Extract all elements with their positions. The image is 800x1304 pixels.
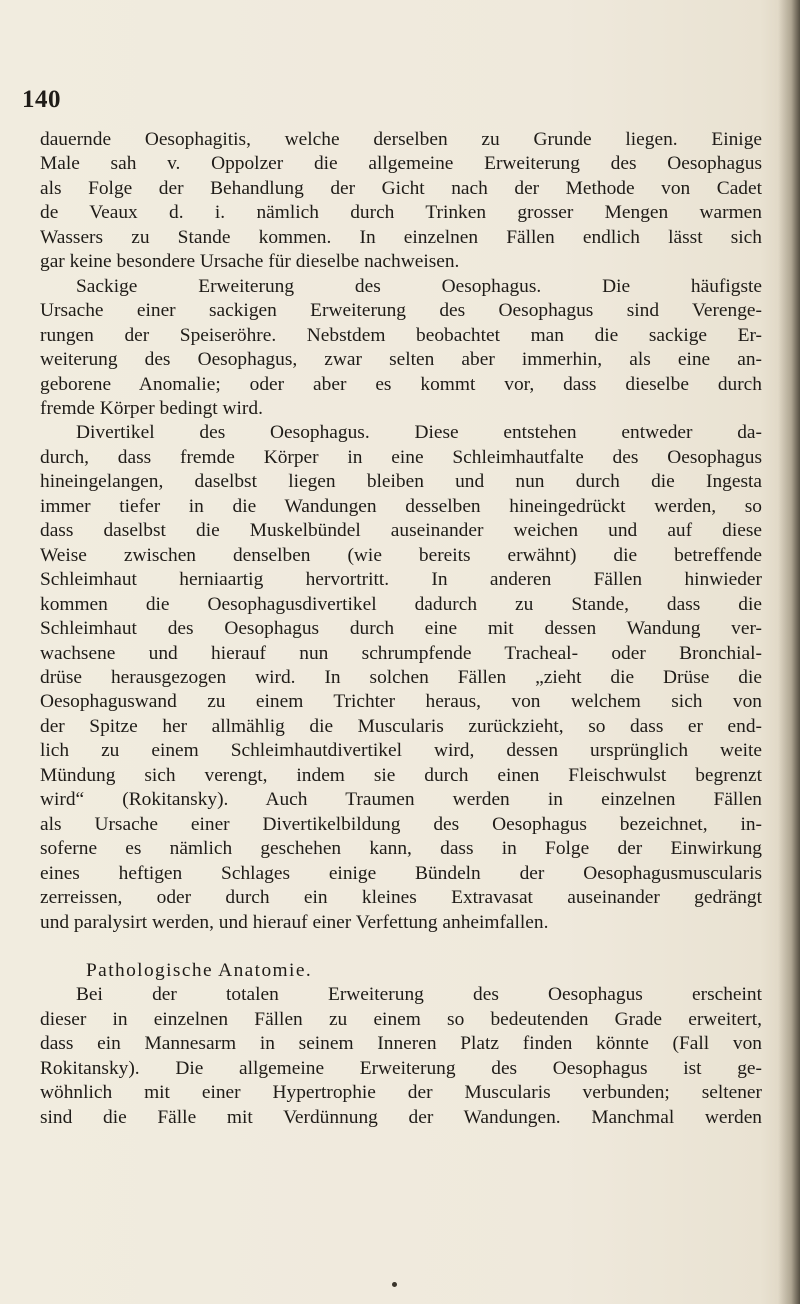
text-line: Rokitansky). Die allgemeine Erweiterung des Oesophagus ist ge- [40, 1057, 762, 1079]
paragraph-pathologische-anatomie [40, 983, 762, 1130]
text-line: immer tiefer in die Wandungen desselben hineingedrückt werden, so [40, 495, 762, 517]
text-line: der Spitze her allmählig die Muscularis zurückzieht, so dass er end- [40, 715, 762, 737]
text-line: lich zu einem Schleimhautdivertikel wird, dessen ursprünglich weite [40, 740, 762, 762]
text-line: wird“ (Rokitansky). Auch Traumen werden in einzelnen Fällen [40, 789, 762, 811]
paragraph-sackige-erweiterung [40, 275, 762, 422]
paragraph-cause-list [40, 128, 762, 275]
text-line: zerreissen, oder durch ein kleines Extravasat auseinander gedrängt [40, 887, 762, 909]
text-line: durch, dass fremde Körper in eine Schleimhautfalte des Oesophagus [40, 446, 762, 468]
text-line: als Ursache einer Divertikelbildung des Oesophagus bezeichnet, in- [40, 813, 762, 835]
text-line: eines heftigen Schlages einige Bündeln der Oesophagusmuscularis [40, 862, 762, 884]
text-line: hineingelangen, daselbst liegen bleiben und nun durch die Ingesta [40, 471, 762, 493]
text-line: dieser in einzelnen Fällen zu einem so bedeutenden Grade erweitert, [40, 1008, 762, 1030]
text-line: Schleimhaut des Oesophagus durch eine mit dessen Wandung ver- [40, 618, 762, 640]
text-line: Male sah v. Oppolzer die allgemeine Erweiterung des Oesophagus [40, 153, 762, 175]
text-line: weiterung des Oesophagus, zwar selten aber immerhin, als eine an- [40, 349, 762, 371]
text-line: gar keine besondere Ursache für dieselbe nachweisen. [40, 251, 460, 273]
text-line: und paralysirt werden, und hierauf einer Verfettung anheimfallen. [40, 911, 549, 933]
text-line: Sackige Erweiterung des Oesophagus. Die häufigste [76, 275, 762, 297]
text-line: soferne es nämlich geschehen kann, dass in Folge der Einwirkung [40, 838, 762, 860]
text-line: Wassers zu Stande kommen. In einzelnen Fällen endlich lässt sich [40, 226, 762, 248]
text-line: drüse herausgezogen wird. In solchen Fällen „zieht die Drüse die [40, 666, 762, 688]
text-line: Divertikel des Oesophagus. Diese entstehen entweder da- [76, 422, 762, 444]
paragraph-divertikel [40, 421, 762, 935]
text-line: geborene Anomalie; oder aber es kommt vor, dass dieselbe durch [40, 373, 762, 395]
body-text [40, 128, 762, 1130]
text-line: Ursache einer sackigen Erweiterung des Oesophagus sind Verenge- [40, 300, 762, 322]
text-line: dass daselbst die Muskelbündel auseinander weichen und auf diese [40, 520, 762, 542]
text-line: dass ein Mannesarm in seinem Inneren Platz finden könnte (Fall von [40, 1033, 762, 1055]
text-line: de Veaux d. i. nämlich durch Trinken grosser Mengen warmen [40, 202, 762, 224]
section-heading: Pathologische Anatomie. [86, 959, 313, 981]
text-line: Bei der totalen Erweiterung des Oesophagus erscheint [76, 984, 762, 1006]
text-line: Oesophaguswand zu einem Trichter heraus, von welchem sich von [40, 691, 762, 713]
ink-speck [392, 1282, 397, 1287]
text-line: Mündung sich verengt, indem sie durch einen Fleischwulst begrenzt [40, 764, 762, 786]
text-line: wachsene und hierauf nun schrumpfende Tracheal- oder Bronchial- [40, 642, 762, 664]
text-line: kommen die Oesophagusdivertikel dadurch zu Stande, dass die [40, 593, 762, 615]
text-line: als Folge der Behandlung der Gicht nach der Methode von Cadet [40, 177, 762, 199]
text-line: rungen der Speiseröhre. Nebstdem beobachtet man die sackige Er- [40, 324, 762, 346]
book-edge-shadow [778, 0, 800, 1304]
text-line: Weise zwischen denselben (wie bereits erwähnt) die betreffende [40, 544, 762, 566]
text-line: Schleimhaut herniaartig hervortritt. In anderen Fällen hinwieder [40, 569, 762, 591]
page-number: 140 [22, 86, 61, 113]
text-line: fremde Körper bedingt wird. [40, 397, 263, 419]
text-line: wöhnlich mit einer Hypertrophie der Muscularis verbunden; seltener [40, 1082, 762, 1104]
text-line: dauernde Oesophagitis, welche derselben zu Grunde liegen. Einige [40, 129, 762, 150]
text-line: sind die Fälle mit Verdünnung der Wandungen. Manchmal werden [40, 1106, 762, 1128]
